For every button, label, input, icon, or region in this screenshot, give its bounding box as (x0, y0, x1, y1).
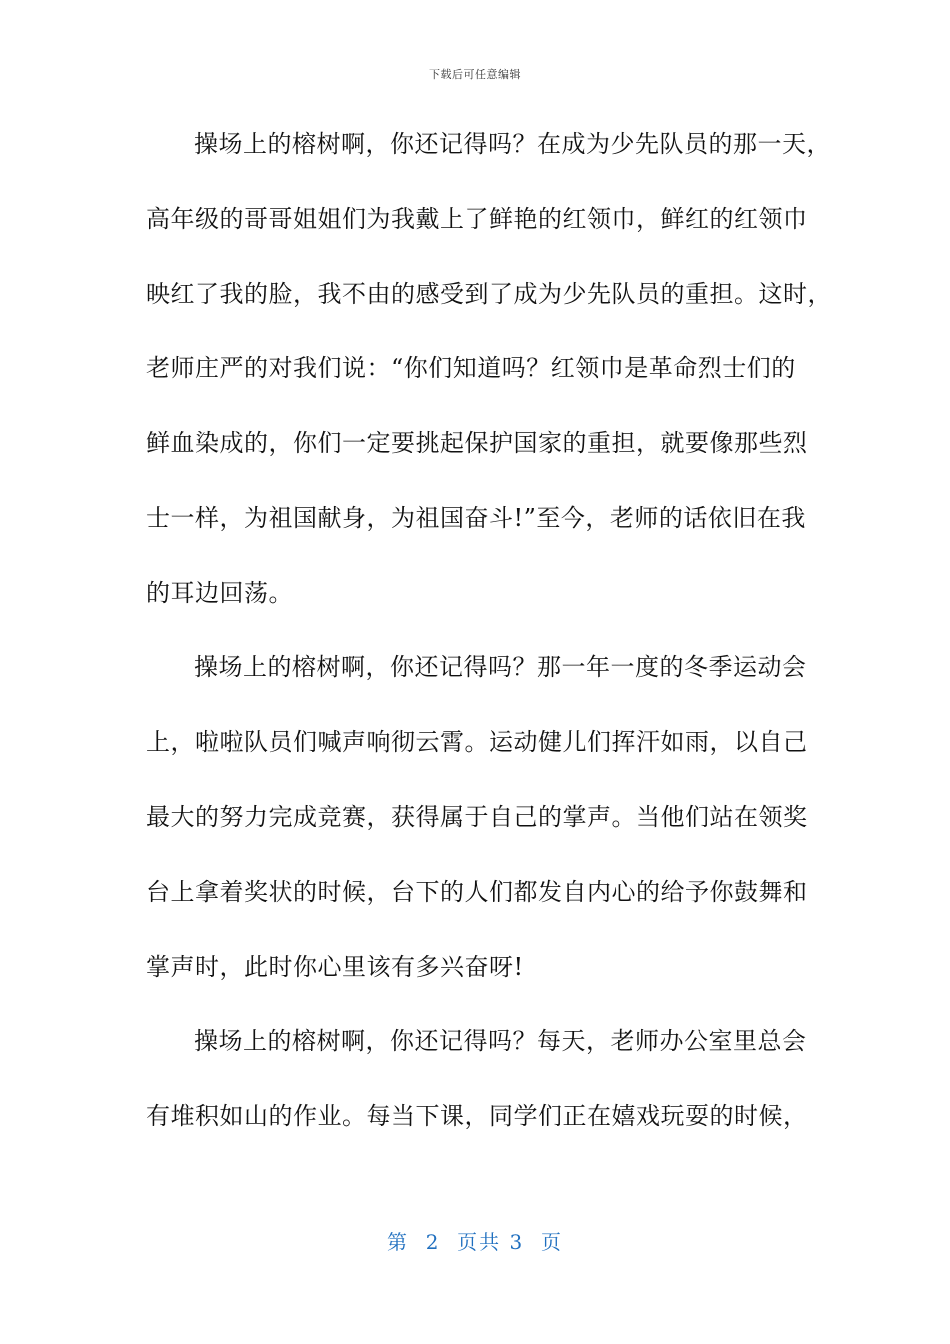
text-line: 操场上的榕树啊，你还记得吗？那一年一度的冬季运动会 (194, 653, 807, 682)
page-header: 下载后可任意编辑 (429, 68, 521, 81)
text-line: 高年级的哥哥姐姐们为我戴上了鲜艳的红领巾，鲜红的红领巾 (146, 204, 808, 233)
text-line: 老师庄严的对我们说：“你们知道吗？红领巾是革命烈士们的 (146, 354, 796, 383)
text-line: 台上拿着奖状的时候，台下的人们都发自内心的给予你鼓舞和 (146, 877, 808, 906)
document-body (146, 126, 832, 1173)
paragraph-2 (146, 649, 806, 986)
text-line: 最大的努力完成竞赛，获得属于自己的掌声。当他们站在领奖 (146, 803, 808, 832)
text-line: 的耳边回荡。 (146, 578, 293, 607)
page-footer: 第 2 页共 3 页 (387, 1230, 563, 1254)
text-line: 操场上的榕树啊，你还记得吗？每天，老师办公室里总会 (194, 1027, 807, 1056)
text-line: 上，啦啦队员们喊声响彻云霄。运动健儿们挥汗如雨，以自己 (146, 728, 808, 757)
text-line: 有堆积如山的作业。每当下课，同学们正在嬉戏玩耍的时候， (146, 1102, 808, 1131)
paragraph-1 (146, 126, 832, 612)
paragraph-3 (146, 1023, 806, 1135)
text-line: 映红了我的脸，我不由的感受到了成为少先队员的重担。这时， (146, 279, 832, 308)
text-line: 掌声时，此时你心里该有多兴奋呀! (146, 952, 524, 981)
text-line: 操场上的榕树啊，你还记得吗？在成为少先队员的那一天， (194, 130, 831, 158)
text-line: 士一样，为祖国献身，为祖国奋斗!”至今，老师的话依旧在我 (146, 503, 806, 532)
text-line: 鲜血染成的，你们一定要挑起保护国家的重担，就要像那些烈 (146, 429, 808, 458)
